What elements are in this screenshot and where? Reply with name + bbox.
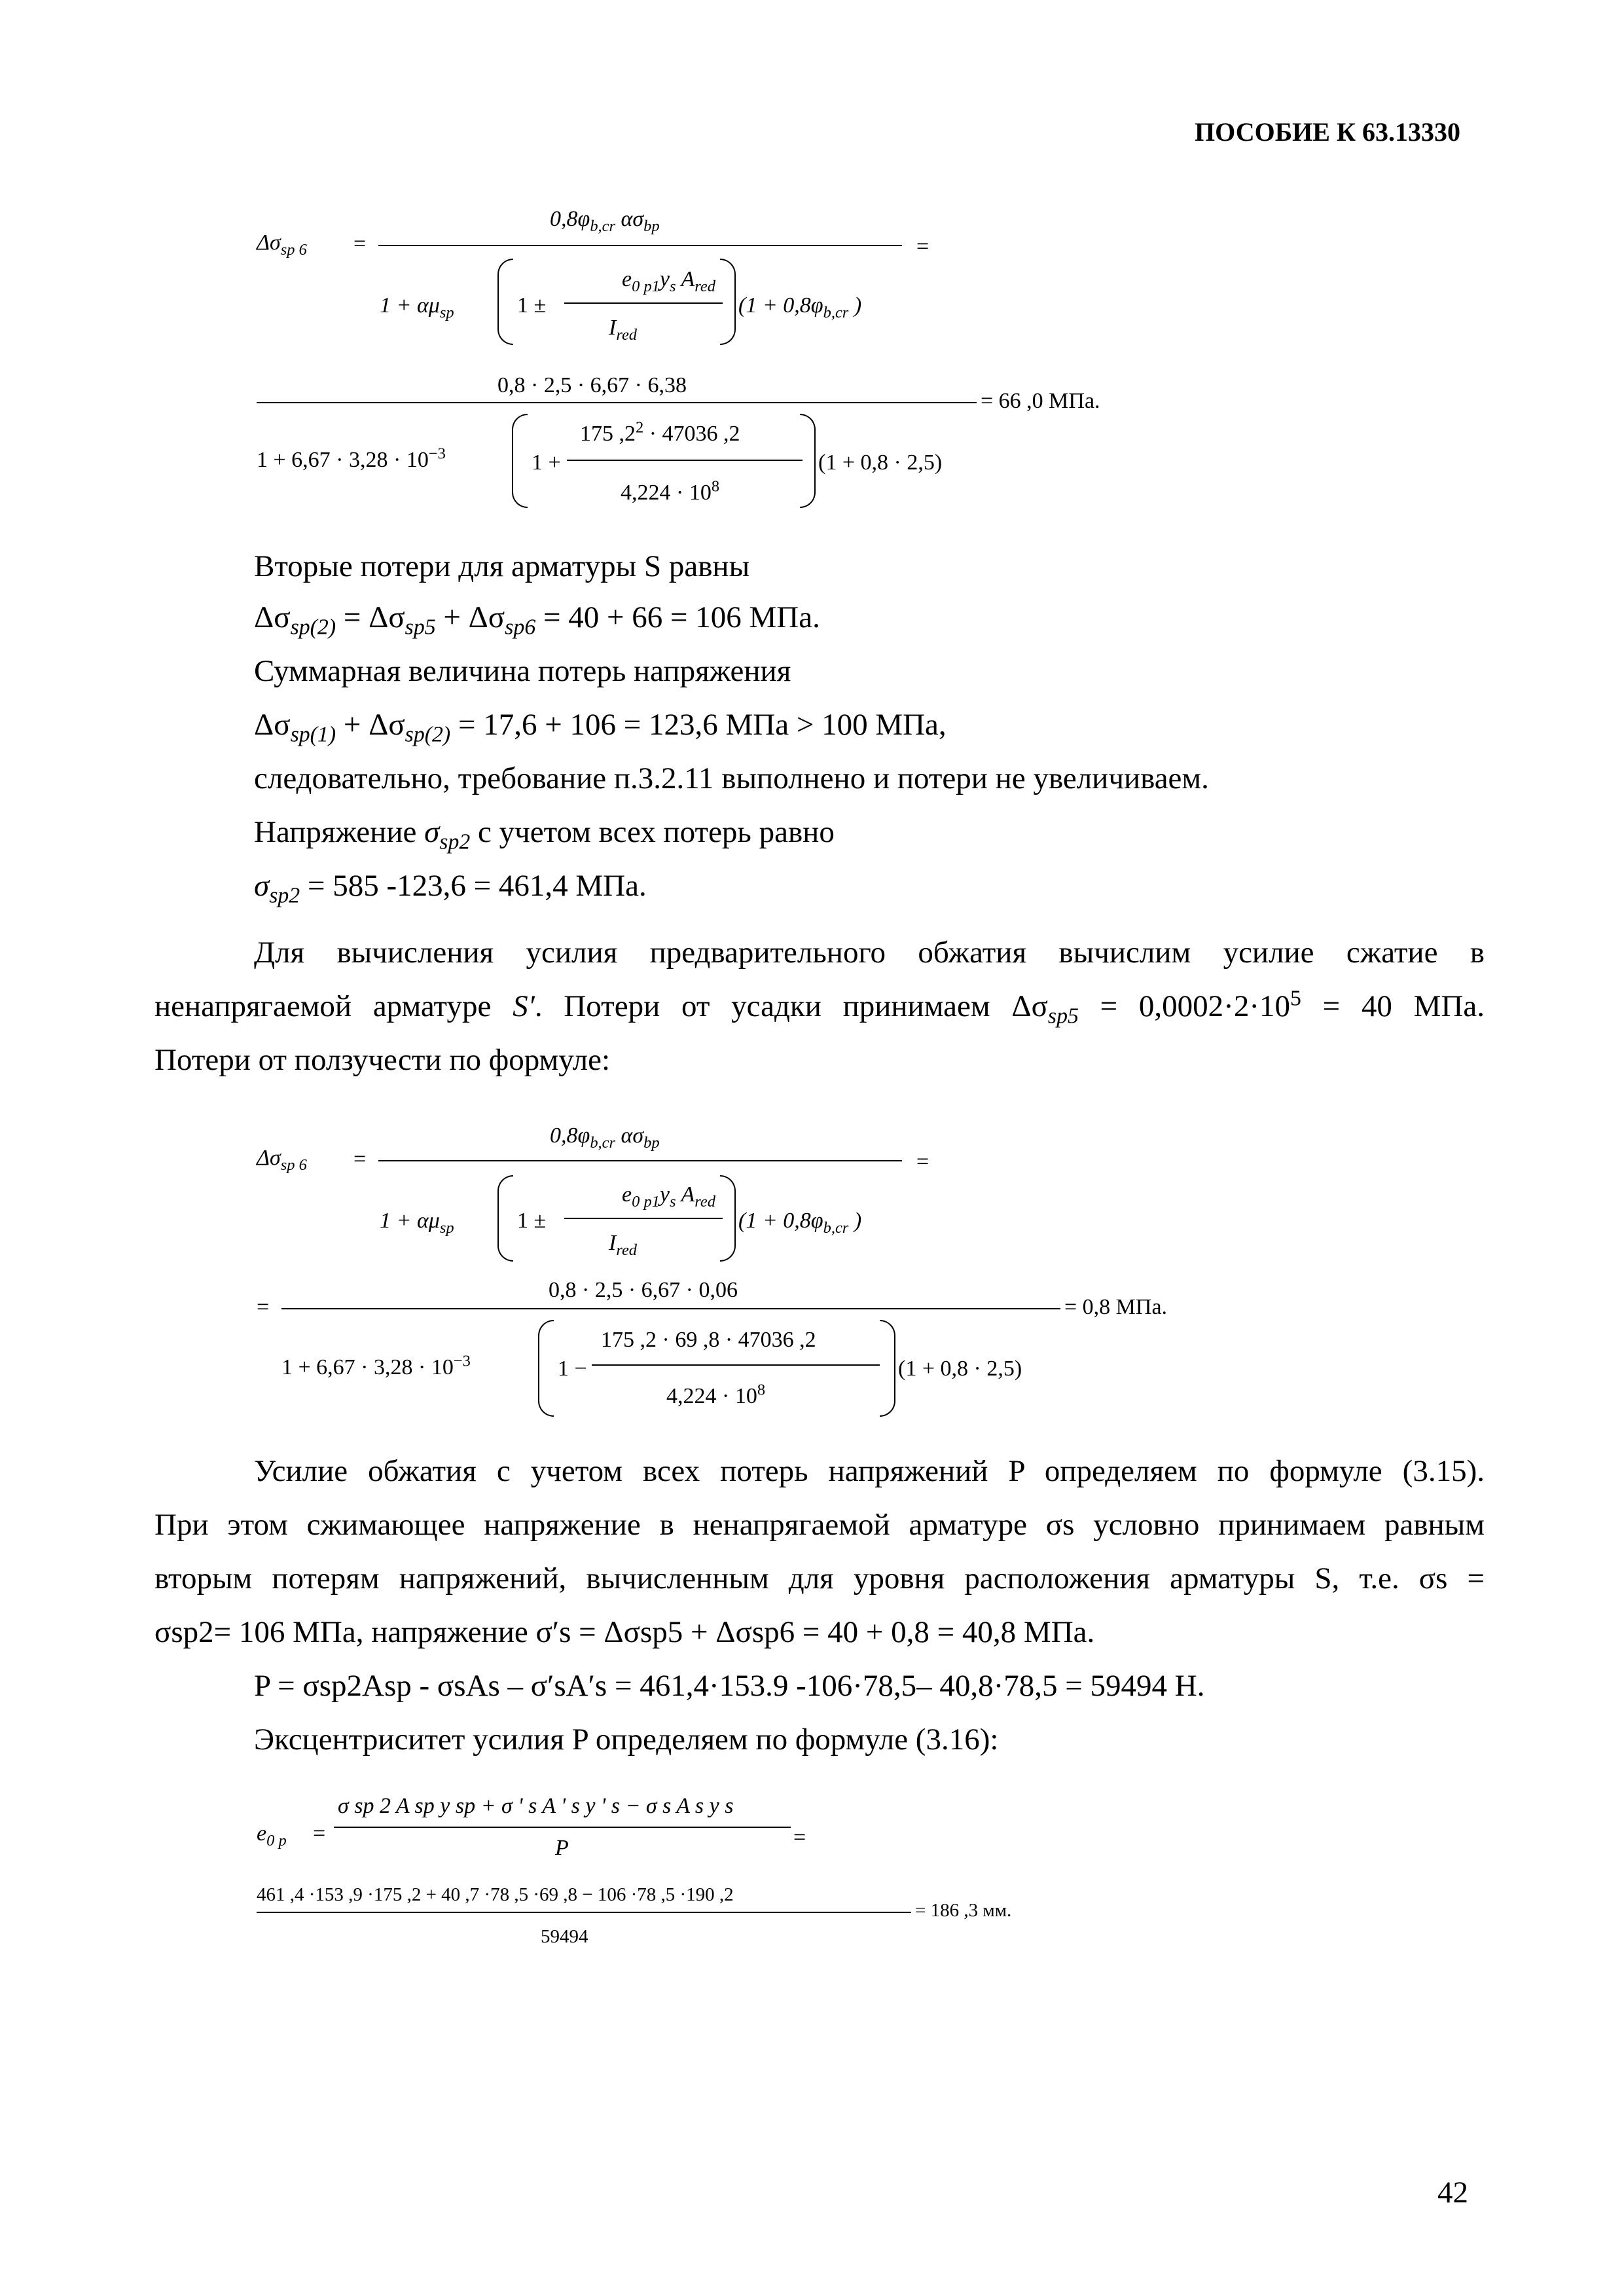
formula3-calc-fraction-bar <box>257 1912 911 1913</box>
formula1-inner-numerator: $e_{0 p1}y_s$ $A_{red}$ <box>622 267 715 295</box>
formula2-numerator: $0,8\varphi_{b,cr}$ $\alpha\sigma_{bp}$ <box>550 1123 660 1152</box>
formula1-inner-bar <box>564 302 723 304</box>
formula2-inner-numerator: $e_{0 p1}y_s$ $A_{red}$ <box>622 1182 715 1211</box>
paragraph-compression-line1: Для вычисления усилия предварительного обжатия вычислим усилие сжатие в <box>254 936 1485 970</box>
equation-second-losses: $\Delta\sigma_{sp(2)} = \Delta\sigma_{sp5} + \Delta\sigma_{sp6} = 40 + 66 = 106$ МПа. <box>254 600 820 640</box>
formula1-calc-inner-denominator: $4,224 \cdot 10^8$ <box>621 477 720 505</box>
formula1-den-one: 1 ± <box>517 293 547 318</box>
paragraph-compression-line2: ненапрягаемой арматуре S′. Потери от усадки принимаем $\Delta\sigma_{sp5} = 0,0002\cdot 2\cdot 10^5 = 40$ МПа. <box>154 986 1485 1029</box>
formula3-fraction-bar <box>334 1827 791 1828</box>
formula1-calc-den-one: 1 + <box>532 450 561 475</box>
formula1-numerator: $0,8\varphi_{b,cr}$ $\alpha\sigma_{bp}$ <box>550 207 660 235</box>
formula2-eq: = <box>353 1147 367 1171</box>
formula1-calc-paren-right <box>800 414 816 508</box>
formula1-calc-fraction-bar <box>257 402 977 403</box>
formula1-lhs: Δσ <box>257 230 281 255</box>
formula2-den-right: ($1 + 0,8\varphi_{b,cr}$ ) <box>738 1209 862 1237</box>
page-header: ПОСОБИЕ К 63.13330 <box>1195 117 1460 147</box>
formula2-den-left: $1 + \alpha\mu_{sp}$ <box>380 1209 454 1237</box>
formula2-calc-inner-bar <box>592 1364 880 1366</box>
formula2-calc-lead-eq: = <box>257 1295 270 1319</box>
formula2-calc-paren-right <box>880 1320 895 1417</box>
formula2-inner-bar <box>564 1218 723 1219</box>
paragraph-eccentricity: Эксцентриситет усилия P определяем по формуле (3.16): <box>254 1722 999 1757</box>
formula2-paren-left <box>497 1175 513 1262</box>
formula1-paren-right <box>720 259 736 345</box>
formula2-calc-den-left: $1 + 6,67 \cdot 3,28 \cdot 10^{-3}$ <box>281 1352 471 1379</box>
formula3-calc-numerator: 461 ,4 ·153 ,9 ·175 ,2 + 40 ,7 ·78 ,5 ·69 ,8 − 106 ·78 ,5 ·190 ,2 <box>257 1884 734 1905</box>
formula1-inner-denominator: $I_{red}$ <box>609 316 638 344</box>
formula2-fraction-bar <box>378 1160 902 1161</box>
formula1-calc-paren-left <box>512 414 528 508</box>
formula2-calc-inner-numerator: 175 ,2 · 69 ,8 · 47036 ,2 <box>601 1328 816 1352</box>
formula1-eq: = <box>353 232 367 256</box>
formula1-tail-eq: = <box>916 234 929 259</box>
formula1-paren-left <box>497 259 513 345</box>
formula3-eq: = <box>313 1821 326 1846</box>
formula2-calc-numerator: 0,8 · 2,5 · 6,67 · 0,06 <box>549 1278 738 1302</box>
paragraph-second-losses: Вторые потери для арматуры S равны <box>254 549 750 583</box>
formula3-calc-denominator: 59494 <box>541 1926 588 1947</box>
paragraph-prestress-line1: Усилие обжатия с учетом всех потерь напряжений P определяем по формуле (3.15). <box>254 1454 1485 1488</box>
paragraph-stress: Напряжение $\sigma_{sp2}$ с учетом всех потерь равно <box>254 815 835 854</box>
equation-prestress-force: P = σsp2Asp - σsAs – σ′sA′s = 461,4·153.9 -106·78,5– 40,8·78,5 = 59494 Н. <box>254 1669 1205 1703</box>
formula1-fraction-bar <box>378 245 902 246</box>
page-number: 42 <box>1437 2176 1468 2210</box>
formula2-tail-eq: = <box>916 1150 929 1174</box>
formula2-calc-fraction-bar <box>281 1308 1060 1309</box>
paragraph-prestress-line3: вторым потерям напряжений, вычисленным для уровня расположения арматуры S, т.е. σs = <box>154 1561 1485 1595</box>
formula2-calc-den-right: (1 + 0,8 · 2,5) <box>898 1357 1022 1381</box>
formula2-den-one: 1 ± <box>517 1209 547 1233</box>
formula2-lhs: Δσ <box>257 1146 281 1170</box>
formula1-calc-den-left: $1 + 6,67 \cdot 3,28 \cdot 10^{-3}$ <box>257 445 446 472</box>
formula1-calc-numerator: 0,8 · 2,5 · 6,67 · 6,38 <box>497 373 687 397</box>
formula1-calc-result: = 66 ,0 МПа. <box>981 389 1100 413</box>
formula1-den-left: $1 + \alpha\mu_{sp}$ <box>380 293 454 321</box>
formula3-calc-result: = 186 ,3 мм. <box>915 1900 1012 1921</box>
formula3-numerator: σ sp 2 A sp y sp + σ ' s A ' s y ' s − σ s A s y s <box>338 1794 734 1818</box>
paragraph-total-losses: Суммарная величина потерь напряжения <box>254 654 791 688</box>
equation-total-losses: $\Delta\sigma_{sp(1)} + \Delta\sigma_{sp(2)} = 17,6 + 106 = 123,6$ МПа > 100 МПа, <box>254 708 947 747</box>
formula2-calc-den-one: 1 − <box>558 1357 587 1381</box>
formula2-calc-inner-denominator: $4,224 \cdot 10^8$ <box>666 1381 766 1408</box>
formula3-denominator: P <box>555 1836 569 1860</box>
paragraph-conclusion: следовательно, требование п.3.2.11 выполнено и потери не увеличиваем. <box>254 761 1209 795</box>
formula1-den-right: ($1 + 0,8\varphi_{b,cr}$ ) <box>738 293 862 321</box>
formula2-calc-paren-left <box>538 1320 554 1417</box>
formula2-calc-result: = 0,8 МПа. <box>1064 1295 1168 1319</box>
formula3-lhs: $e_{0 p}$ <box>257 1821 287 1850</box>
formula3-tail-eq: = <box>793 1825 806 1850</box>
formula2-paren-right <box>720 1175 736 1262</box>
formula2-inner-denominator: $I_{red}$ <box>609 1231 638 1259</box>
paragraph-compression-line3: Потери от ползучести по формуле: <box>154 1043 611 1077</box>
formula1-calc-inner-numerator: 175 $,2^2 \cdot 47036$ ,2 <box>580 418 740 446</box>
paragraph-prestress-line4: σsp2= 106 МПа, напряжение σ′s = Δσsp5 + Δσsp6 = 40 + 0,8 = 40,8 МПа. <box>154 1615 1095 1649</box>
equation-stress: $\sigma_{sp2} = 585$ -123,6 = 461,4 МПа. <box>254 869 647 908</box>
paragraph-prestress-line2: При этом сжимающее напряжение в ненапрягаемой арматуре σs условно принимаем равным <box>154 1508 1485 1542</box>
formula1-calc-den-right: (1 + 0,8 · 2,5) <box>818 450 943 475</box>
formula1-calc-inner-bar <box>567 460 803 461</box>
